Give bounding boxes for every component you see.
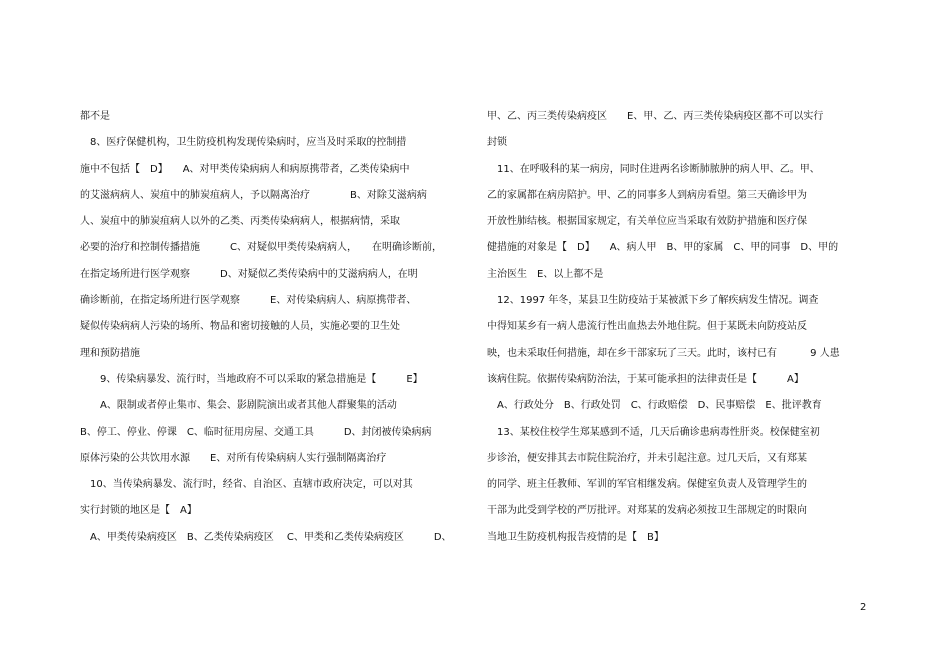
text-line: 主治医生 E、以上都不是 — [487, 268, 604, 280]
text-line: 在指定场所进行医学观察 D、对疑似乙类传染病中的艾滋病病人，在明 — [80, 268, 418, 280]
text-line: 10、当传染病暴发、流行时，经省、自治区、直辖市政府决定，可以对其 — [80, 479, 413, 491]
text-line: 人、炭疽中的肺炭疽病人以外的乙类、丙类传染病病人，根据病情，采取 — [80, 216, 400, 228]
text-line: 的艾滋病病人、炭疽中的肺炭疽病人，予以隔离治疗 B、对除艾滋病病 — [80, 189, 427, 201]
text-line: 实行封锁的地区是【 A】 — [80, 505, 197, 517]
text-line: 的同学、班主任教师、军训的军官相继发病。保健室负责人及管理学生的 — [487, 479, 807, 491]
text-line: 8、医疗保健机构，卫生防疫机构发现传染病时，应当及时采取的控制措 — [80, 137, 407, 149]
text-line: 干部为此受到学校的严厉批评。对郑某的发病必须按卫生部规定的时限向 — [487, 505, 807, 517]
text-line: A、甲类传染病疫区 B、乙类传染病疫区 C、甲类和乙类传染病疫区 D、 — [80, 531, 452, 543]
text-line: 都不是 — [80, 111, 110, 122]
page-number: 2 — [860, 602, 867, 613]
text-line: 必要的治疗和控制传播措施 C、对疑似甲类传染病病人， 在明确诊断前， — [80, 242, 442, 254]
text-line: 映，也未采取任何措施，却在乡干部家玩了三天。此时，该村已有 9 人患 — [487, 347, 840, 359]
text-line: B、停工、停业、停课 C、临时征用房屋、交通工具 D、封闭被传染病病 — [80, 426, 432, 438]
text-line: 12、1997 年冬，某县卫生防疫站于某被派下乡了解疾病发生情况。调查 — [487, 295, 819, 307]
text-line: 健措施的对象是【 D】 A、病人甲 B、甲的家属 C、甲的同事 D、甲的 — [487, 242, 839, 254]
text-line: A、行政处分 B、行政处罚 C、行政赔偿 D、民事赔偿 E、批评教育 — [487, 400, 822, 412]
text-line: 理和预防措施 — [80, 347, 140, 359]
left-column — [80, 104, 455, 551]
text-line: 开放性肺结核。根据国家规定，有关单位应当采取有效防护措施和医疗保 — [487, 216, 807, 228]
text-line: 确诊断前，在指定场所进行医学观察 E、对传染病病人、病原携带者、 — [80, 295, 417, 307]
text-line: 施中不包括【 D】 A、对甲类传染病病人和病原携带者，乙类传染病中 — [80, 163, 410, 175]
text-line: 疑似传染病病人污染的场所、物品和密切接触的人员，实施必要的卫生处 — [80, 321, 400, 333]
text-line: 中得知某乡有一病人患流行性出血热去外地住院。但于某既未向防疫站反 — [487, 321, 807, 333]
text-line: 原体污染的公共饮用水源 E、对所有传染病病人实行强制隔离治疗 — [80, 452, 387, 464]
text-line: 11、在呼吸科的某一病房，同时住进两名诊断肺脓肿的病人甲、乙。甲、 — [487, 163, 820, 175]
text-line: 9、传染病暴发、流行时，当地政府不可以采取的紧急措施是【 E】 — [80, 373, 423, 385]
text-line: 当地卫生防疫机构报告疫情的是【 B】 — [487, 531, 664, 543]
text-line: 步诊治，便安排其去市院住院治疗，并未引起注意。过几天后，又有郑某 — [487, 452, 807, 464]
text-line: 乙的家属都在病房陪护。甲、乙的同事多人到病房看望。第三天确诊甲为 — [487, 189, 807, 201]
text-line: 封锁 — [487, 137, 507, 149]
right-column — [487, 104, 867, 551]
text-line: 该病住院。依据传染病防治法，于某可能承担的法律责任是【 A】 — [487, 373, 804, 385]
text-line: A、限制或者停止集市、集会、影剧院演出或者其他人群聚集的活动 — [80, 400, 397, 412]
text-line: 13、某校住校学生郑某感到不适，几天后确诊患病毒性肝炎。校保健室初 — [487, 426, 820, 438]
text-line: 甲、乙、丙三类传染病疫区 E、甲、乙、丙三类传染病疫区都不可以实行 — [487, 111, 824, 122]
